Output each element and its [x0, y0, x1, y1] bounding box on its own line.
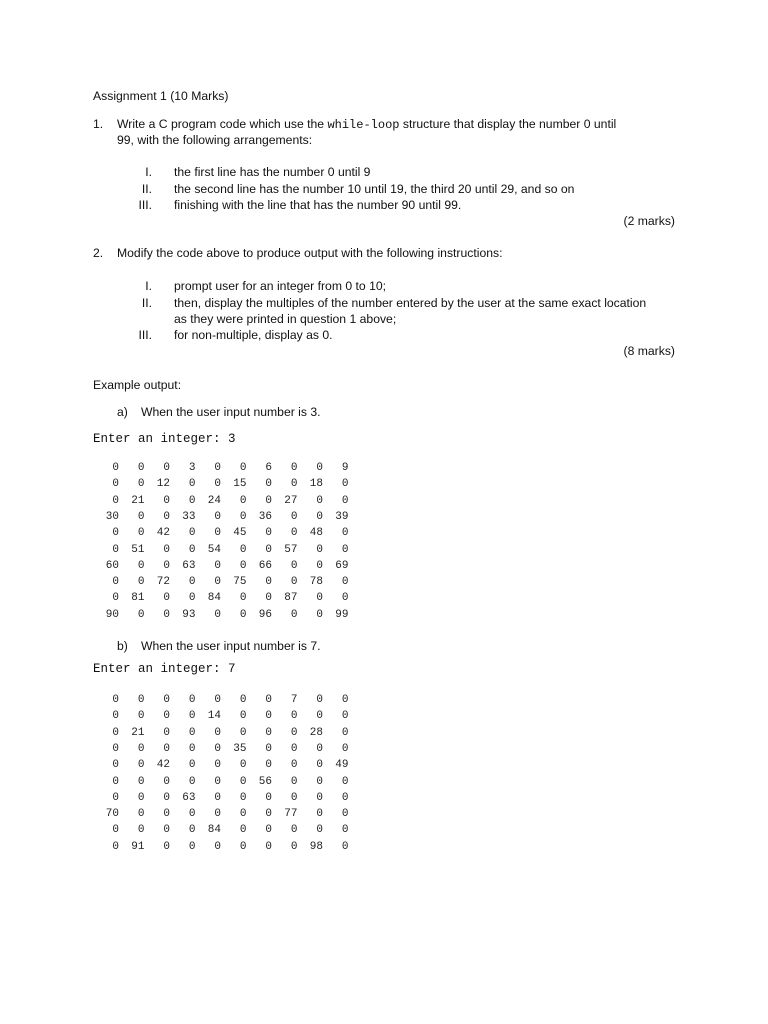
output-cell: 0: [316, 559, 323, 572]
q1-item-2-text: the second line has the number 10 until 19, the third 20 until 29, and so on: [174, 182, 575, 196]
output-cell: 49: [335, 759, 349, 772]
output-cell: 0: [214, 478, 221, 491]
output-cell: 0: [112, 726, 119, 739]
example-a-output-grid: [93, 462, 353, 627]
output-cell: 0: [265, 759, 272, 772]
output-cell: 0: [137, 808, 145, 821]
output-cell: 0: [290, 742, 298, 755]
output-cell: 0: [214, 694, 221, 706]
example-b-text: When the user input number is 7.: [141, 639, 321, 653]
output-cell: 0: [188, 840, 196, 853]
output-cell: 33: [182, 510, 196, 523]
output-cell: 93: [182, 608, 196, 621]
output-cell: 0: [290, 791, 298, 804]
output-cell: 0: [188, 808, 196, 821]
output-cell: 0: [239, 759, 247, 772]
output-cell: 0: [137, 462, 145, 474]
output-cell: 60: [105, 559, 119, 572]
output-cell: 0: [137, 759, 145, 772]
output-cell: 0: [341, 791, 349, 804]
output-cell: 0: [137, 510, 145, 523]
output-cell: 0: [265, 527, 272, 540]
output-cell: 0: [239, 592, 247, 605]
output-cell: 0: [188, 694, 196, 706]
example-a-label: a): [117, 405, 128, 419]
example-a-prompt: Enter an integer: 3: [93, 432, 236, 446]
output-cell: 72: [156, 576, 170, 589]
output-cell: 0: [239, 840, 247, 853]
output-cell: 69: [335, 559, 349, 572]
output-cell: 36: [258, 510, 272, 523]
output-cell: 0: [188, 710, 196, 723]
output-cell: 0: [341, 726, 349, 739]
output-cell: 87: [284, 592, 298, 605]
output-cell: 78: [309, 576, 323, 589]
output-cell: 0: [137, 791, 145, 804]
output-cell: 0: [239, 808, 247, 821]
output-cell: 39: [335, 510, 349, 523]
output-cell: 75: [233, 576, 247, 589]
output-cell: 0: [163, 694, 170, 706]
output-cell: 48: [309, 527, 323, 540]
output-cell: 98: [309, 840, 323, 853]
output-cell: 9: [341, 462, 349, 474]
output-cell: 0: [265, 840, 272, 853]
output-cell: 0: [290, 726, 298, 739]
output-cell: 0: [163, 559, 170, 572]
output-cell: 0: [137, 824, 145, 837]
output-cell: 0: [316, 592, 323, 605]
question-1-number: 1.: [93, 117, 104, 131]
output-cell: 0: [290, 462, 298, 474]
output-cell: 0: [112, 462, 119, 474]
output-cell: 0: [290, 710, 298, 723]
output-cell: 0: [341, 742, 349, 755]
output-cell: 0: [214, 759, 221, 772]
q2-item-3-numeral: III.: [138, 328, 152, 342]
output-cell: 0: [290, 608, 298, 621]
output-cell: 51: [131, 543, 145, 556]
output-cell: 0: [112, 775, 119, 788]
output-cell: 6: [265, 462, 272, 474]
output-cell: 56: [258, 775, 272, 788]
output-cell: 57: [284, 543, 298, 556]
output-cell: 0: [188, 775, 196, 788]
output-cell: 42: [156, 527, 170, 540]
output-cell: 0: [188, 742, 196, 755]
output-cell: 0: [137, 775, 145, 788]
question-1-text-before: Write a C program code which use the: [117, 117, 328, 131]
output-cell: 0: [290, 759, 298, 772]
output-cell: 0: [290, 840, 298, 853]
output-cell: 0: [316, 808, 323, 821]
output-cell: 0: [112, 576, 119, 589]
output-cell: 84: [207, 592, 221, 605]
output-cell: 63: [182, 791, 196, 804]
output-cell: 0: [341, 824, 349, 837]
q2-item-2-text-cont: as they were printed in question 1 above;: [174, 312, 397, 326]
output-cell: 15: [233, 478, 247, 491]
output-cell: 0: [341, 694, 349, 706]
question-2-number: 2.: [93, 246, 104, 260]
output-cell: 0: [188, 824, 196, 837]
output-cell: 0: [290, 576, 298, 589]
output-cell: 0: [316, 791, 323, 804]
output-cell: 54: [207, 543, 221, 556]
output-cell: 63: [182, 559, 196, 572]
output-cell: 0: [239, 462, 247, 474]
output-cell: 18: [309, 478, 323, 491]
output-cell: 0: [188, 726, 196, 739]
output-cell: 0: [112, 791, 119, 804]
output-cell: 0: [341, 576, 349, 589]
q1-item-2-numeral: II.: [141, 182, 152, 196]
output-cell: 0: [163, 840, 170, 853]
output-cell: 0: [265, 694, 272, 706]
output-cell: 0: [265, 494, 272, 507]
output-cell: 84: [207, 824, 221, 837]
output-cell: 0: [163, 791, 170, 804]
output-cell: 0: [239, 494, 247, 507]
output-cell: 0: [214, 840, 221, 853]
output-cell: 0: [239, 775, 247, 788]
output-cell: 0: [163, 543, 170, 556]
output-cell: 0: [214, 726, 221, 739]
output-cell: 42: [156, 759, 170, 772]
output-cell: 0: [137, 576, 145, 589]
output-cell: 0: [316, 462, 323, 474]
output-cell: 27: [284, 494, 298, 507]
output-cell: 45: [233, 527, 247, 540]
output-cell: 91: [131, 840, 145, 853]
output-cell: 0: [163, 592, 170, 605]
output-cell: 96: [258, 608, 272, 621]
output-cell: 0: [214, 462, 221, 474]
output-cell: 0: [239, 726, 247, 739]
output-cell: 0: [316, 759, 323, 772]
output-cell: 0: [137, 710, 145, 723]
output-cell: 0: [341, 543, 349, 556]
output-cell: 14: [207, 710, 221, 723]
output-cell: 0: [214, 510, 221, 523]
output-cell: 0: [137, 742, 145, 755]
output-cell: 0: [214, 742, 221, 755]
output-cell: 0: [188, 478, 196, 491]
output-cell: 0: [341, 808, 349, 821]
output-cell: 0: [188, 759, 196, 772]
output-cell: 0: [188, 592, 196, 605]
output-cell: 12: [156, 478, 170, 491]
output-cell: 0: [239, 710, 247, 723]
output-cell: 0: [188, 543, 196, 556]
output-cell: 0: [290, 775, 298, 788]
output-cell: 99: [335, 608, 349, 621]
output-cell: 0: [137, 527, 145, 540]
output-cell: 0: [163, 510, 170, 523]
output-cell: 0: [316, 494, 323, 507]
output-cell: 0: [163, 726, 170, 739]
output-cell: 3: [188, 462, 196, 474]
output-cell: 0: [239, 608, 247, 621]
output-cell: 0: [163, 742, 170, 755]
output-cell: 0: [316, 510, 323, 523]
question-1-text-line-2: 99, with the following arrangements:: [117, 133, 313, 147]
example-b-output-grid: [93, 694, 353, 859]
output-cell: 0: [163, 808, 170, 821]
output-cell: 0: [214, 808, 221, 821]
output-cell: 0: [265, 791, 272, 804]
output-cell: 0: [316, 608, 323, 621]
output-cell: 0: [112, 494, 119, 507]
q1-item-3-text: finishing with the line that has the number 90 until 99.: [174, 198, 462, 212]
output-cell: 0: [265, 543, 272, 556]
output-cell: 81: [131, 592, 145, 605]
output-cell: 0: [265, 478, 272, 491]
question-1-text-after: structure that display the number 0 until: [399, 117, 617, 131]
output-cell: 0: [290, 527, 298, 540]
output-cell: 0: [290, 510, 298, 523]
output-cell: 0: [239, 694, 247, 706]
output-cell: 0: [137, 478, 145, 491]
output-cell: 66: [258, 559, 272, 572]
output-cell: 21: [131, 494, 145, 507]
question-2-text: Modify the code above to produce output with the following instructions:: [117, 246, 503, 260]
output-cell: 0: [188, 494, 196, 507]
assignment-title: Assignment 1 (10 Marks): [93, 89, 229, 103]
output-cell: 0: [112, 840, 119, 853]
output-cell: 35: [233, 742, 247, 755]
q1-item-1-text: the first line has the number 0 until 9: [174, 165, 371, 179]
output-cell: 0: [214, 608, 221, 621]
output-cell: 70: [105, 808, 119, 821]
output-cell: 0: [265, 592, 272, 605]
q1-item-1-numeral: I.: [145, 165, 152, 179]
output-cell: 90: [105, 608, 119, 621]
output-cell: 28: [309, 726, 323, 739]
output-cell: 0: [341, 592, 349, 605]
example-output-heading: Example output:: [93, 378, 182, 392]
output-cell: 0: [137, 608, 145, 621]
output-cell: 0: [163, 775, 170, 788]
example-b-prompt: Enter an integer: 7: [93, 662, 236, 676]
output-cell: 0: [188, 576, 196, 589]
output-cell: 0: [163, 824, 170, 837]
output-cell: 0: [265, 710, 272, 723]
output-cell: 0: [341, 710, 349, 723]
q2-marks: (8 marks): [623, 344, 675, 358]
output-cell: 0: [316, 824, 323, 837]
output-cell: 0: [112, 742, 119, 755]
output-cell: 0: [316, 775, 323, 788]
output-cell: 0: [188, 527, 196, 540]
output-cell: 0: [265, 726, 272, 739]
q2-item-3-text: for non-multiple, display as 0.: [174, 328, 333, 342]
output-cell: 0: [214, 527, 221, 540]
q2-item-1-numeral: I.: [145, 279, 152, 293]
output-cell: 7: [290, 694, 298, 706]
output-cell: 0: [163, 494, 170, 507]
output-cell: 0: [137, 559, 145, 572]
q2-item-1-text: prompt user for an integer from 0 to 10;: [174, 279, 387, 293]
output-cell: 0: [214, 576, 221, 589]
output-cell: 0: [316, 710, 323, 723]
output-cell: 0: [265, 824, 272, 837]
q1-item-3-numeral: III.: [138, 198, 152, 212]
output-cell: 0: [214, 775, 221, 788]
output-cell: 0: [316, 543, 323, 556]
q2-item-2-numeral: II.: [141, 296, 152, 310]
output-cell: 30: [105, 510, 119, 523]
output-cell: 0: [163, 608, 170, 621]
while-loop-code: while-loop: [327, 118, 400, 132]
output-cell: 0: [239, 559, 247, 572]
output-cell: 0: [290, 478, 298, 491]
output-cell: 0: [163, 710, 170, 723]
output-cell: 0: [214, 791, 221, 804]
q2-item-2-text: then, display the multiples of the number entered by the user at the same exact location: [174, 296, 647, 310]
output-cell: 77: [284, 808, 298, 821]
output-cell: 0: [137, 694, 145, 706]
output-cell: 0: [112, 710, 119, 723]
output-cell: 24: [207, 494, 221, 507]
output-cell: 0: [341, 494, 349, 507]
question-1-text-line-1: [117, 116, 616, 133]
output-cell: 0: [290, 824, 298, 837]
output-cell: 0: [239, 510, 247, 523]
output-cell: 0: [341, 527, 349, 540]
output-cell: 0: [112, 694, 119, 706]
output-cell: 21: [131, 726, 145, 739]
output-cell: 0: [112, 592, 119, 605]
output-cell: 0: [163, 462, 170, 474]
output-cell: 0: [290, 559, 298, 572]
output-cell: 0: [112, 478, 119, 491]
output-cell: 0: [341, 478, 349, 491]
output-cell: 0: [239, 791, 247, 804]
output-cell: 0: [112, 759, 119, 772]
output-cell: 0: [239, 543, 247, 556]
output-cell: 0: [265, 742, 272, 755]
output-cell: 0: [265, 576, 272, 589]
q1-marks: (2 marks): [623, 214, 675, 228]
output-cell: 0: [112, 543, 119, 556]
output-cell: 0: [214, 559, 221, 572]
output-cell: 0: [316, 694, 323, 706]
output-cell: 0: [112, 824, 119, 837]
output-cell: 0: [341, 840, 349, 853]
example-b-label: b): [117, 639, 128, 653]
output-cell: 0: [341, 775, 349, 788]
output-cell: 0: [316, 742, 323, 755]
output-cell: 0: [239, 824, 247, 837]
output-cell: 0: [265, 808, 272, 821]
example-a-text: When the user input number is 3.: [141, 405, 321, 419]
output-cell: 0: [112, 527, 119, 540]
